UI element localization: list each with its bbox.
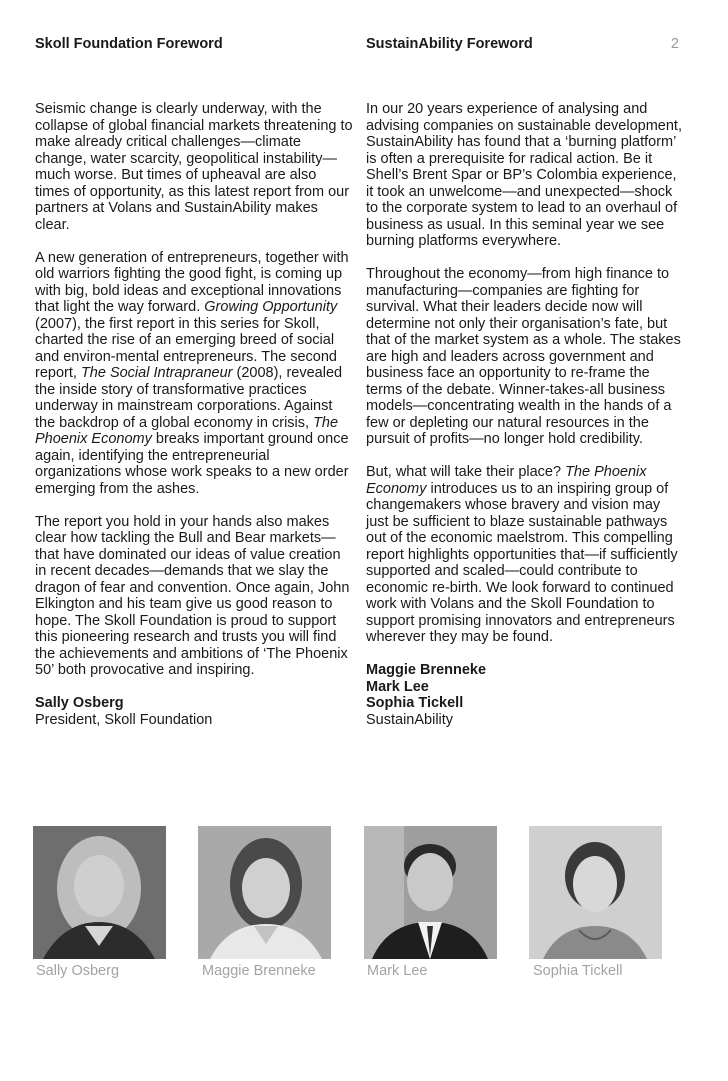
- skoll-paragraph-3: The report you hold in your hands also makes clear how tackling the Bull and Bear markets—that have dominated our ideas of value creation in recent decades—demands that we slay the dragon of fear and convention. Once again, John Elkington and his team give us good reason to hope. The Skoll Foundation is proud to support this pioneering research and trusts you will find the achievements and ambitions of ‘The Phoenix 50’ both provocative and inspiring.: [35, 513, 350, 678]
- signer-name: Sally Osberg: [35, 695, 124, 711]
- photo-caption: Sophia Tickell: [533, 963, 623, 979]
- skoll-paragraph-2: A new generation of entrepreneurs, together with old warriors fighting the good fight, is coming up with big, bold ideas and exceptional innovations that light the way forward. Growing Opportunity (2007), the first report in this series for Skoll, charted the rise of an emerging breed of social and environ-mental entrepreneurs. The second report, The Social Intrapraneur (2008), revealed the inside story of transformative practices underway in mainstream corporations. Against the backdrop of a global economy in crisis, The Phoenix Economy breaks important ground once again, identifying the entrepreneurial organizations whose work speaks to a new order emerging from the ashes.: [35, 249, 349, 497]
- portrait-photo: [364, 826, 497, 959]
- report-title-phoenix-economy: The Phoenix Economy: [35, 414, 339, 447]
- signer-organisation: SustainAbility: [366, 711, 454, 728]
- photo-caption: Sally Osberg: [36, 963, 120, 979]
- signer-name: Sophia Tickell: [366, 695, 464, 711]
- sustainability-paragraph-2: Throughout the economy—from high finance to manufacturing—companies are fighting for survival. What their leaders decide now will determine not only their organisation’s fate, but that of the market system as a whole. The stakes are high and leaders across government and business face an opportunity to re-frame the terms of the debate. Winner-takes-all business models—concentrating wealth in the hands of a few or depleting our natural resources in the pursuit of profits—no longer hold credibility.: [366, 266, 681, 447]
- sustainability-paragraph-1: In our 20 years experience of analysing and advising companies on sustainable development, SustainAbility has found that a ‘burning platform’ is often a prerequisite for radical action. Be it Shell’s Brent Spar or BP’s Colombia experience, it took an unwelcome—and unexpected—shock to the corporate system to lead to an overhaul of business as usual. In this seminal year we see burning platforms everywhere.: [366, 101, 682, 249]
- page-number: 2: [670, 36, 679, 52]
- report-title-phoenix-economy: The Phoenix Economy: [366, 464, 647, 497]
- sustainability-paragraph-3: But, what will take their place? The Phoenix Economy introduces us to an inspiring group of changemakers whose bravery and vision may just be sufficient to blaze sustainable pathways out of the economic maelstrom. This compelling report highlights opportunities that—if sufficiently supported and scaled—could contribute to economic re-birth. We look forward to continued work with Volans and the Skoll Foundation to support promising innovators and entrepreneurs wherever they may be found.: [366, 464, 678, 645]
- photo-caption: Mark Lee: [367, 963, 428, 979]
- portrait-photo: [33, 826, 166, 959]
- sustainability-signature: [366, 662, 684, 728]
- sustainability-foreword-column: [366, 101, 684, 728]
- portrait-photo: [198, 826, 331, 959]
- skoll-signature: [35, 695, 353, 728]
- photo-caption: Maggie Brenneke: [202, 963, 316, 979]
- skoll-foreword-column: [35, 101, 353, 728]
- report-title-growing-opportunity: Growing Opportunity: [204, 299, 338, 315]
- skoll-paragraph-1: Seismic change is clearly underway, with the collapse of global financial markets threatening to make already critical challenges—climate change, water scarcity, geopolitical instability—much worse. But times of upheaval are also times of opportunity, as this latest report from our partners at Volans and SustainAbility makes clear.: [35, 101, 353, 233]
- report-title-social-intrapraneur: The Social Intrapraneur: [80, 365, 233, 381]
- left-section-title: Skoll Foundation Foreword: [35, 36, 223, 52]
- signer-title: President, Skoll Foundation: [35, 711, 213, 728]
- portrait-photo: [529, 826, 662, 959]
- signer-name: Mark Lee: [366, 678, 429, 695]
- right-section-title: SustainAbility Foreword: [366, 36, 533, 52]
- signer-name: Maggie Brenneke: [366, 662, 487, 678]
